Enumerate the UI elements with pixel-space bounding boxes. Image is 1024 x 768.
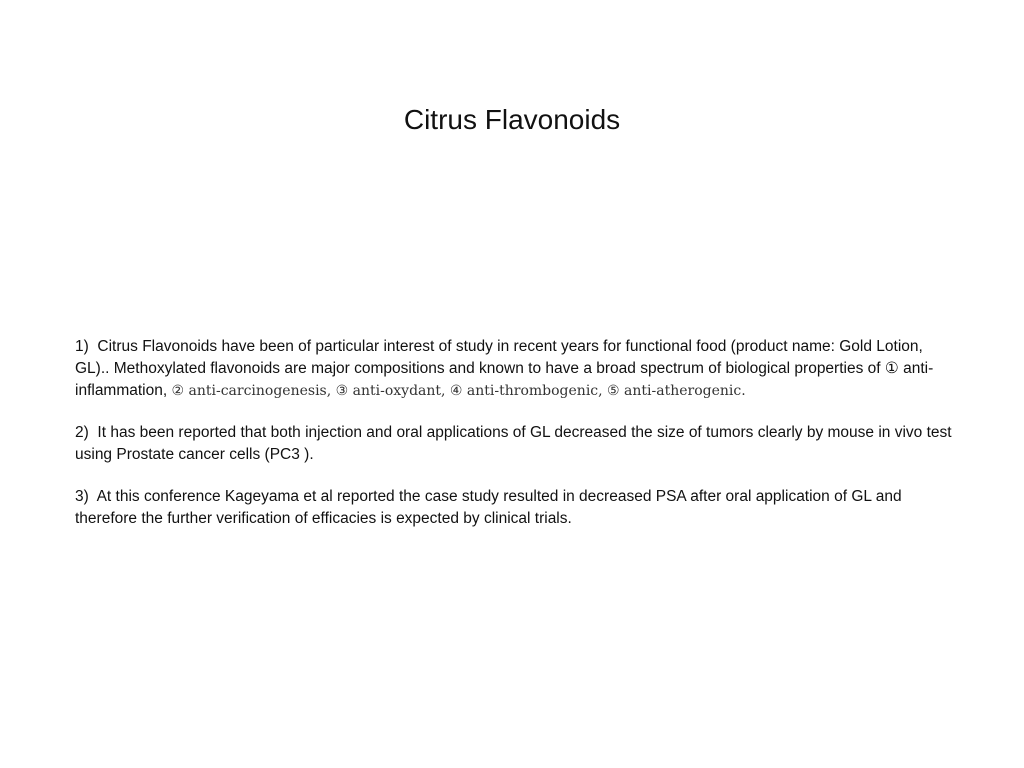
slide-body — [75, 336, 955, 550]
paragraph-number: 1) — [75, 338, 89, 355]
paragraph-text: At this conference Kageyama et al reported the case study resulted in decreased PSA after oral application of GL and therefore the further verification of efficacies is expected by clinical trials. — [75, 488, 902, 527]
property-list: ② anti-carcinogenesis, ③ anti-oxydant, ④ anti-thrombogenic, ⑤ anti-atherogenic. — [171, 383, 746, 399]
paragraph-2 — [75, 422, 955, 466]
paragraph-text: It has been reported that both injection and oral applications of GL decreased the size of tumors clearly by mouse in vivo test using Prostate cancer cells (PC3 ). — [75, 424, 952, 463]
paragraph-1 — [75, 336, 955, 402]
paragraph-number: 3) — [75, 488, 89, 505]
property-anti-inflammation: ① anti-inflammation, — [75, 360, 934, 399]
paragraph-3 — [75, 486, 955, 530]
paragraph-text: Citrus Flavonoids have been of particular interest of study in recent years for functional food (product name: Gold Lotion, GL).. Methoxylated flavonoids are major compositions and known to have a broad spectrum of biological properties of — [75, 338, 923, 377]
slide-title: Citrus Flavonoids — [403, 104, 621, 135]
paragraph-number: 2) — [75, 424, 89, 441]
